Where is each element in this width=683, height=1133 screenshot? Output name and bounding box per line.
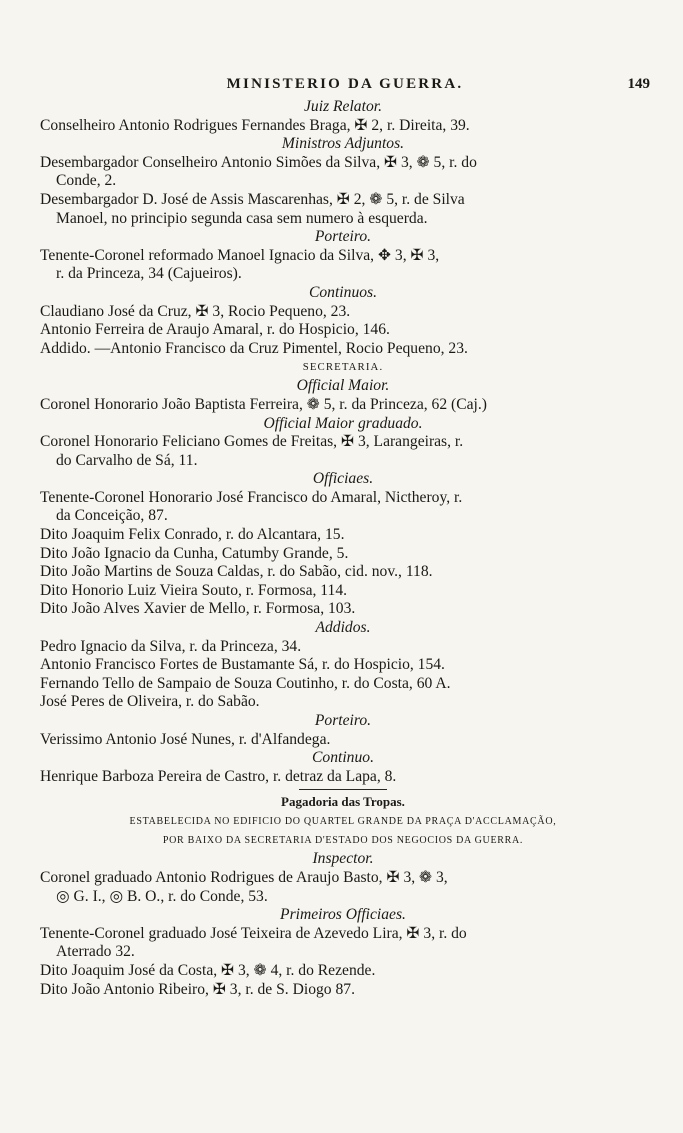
entry-line: Coronel Honorario João Baptista Ferreira, ❁ 5, r. da Princeza, 62 (Caj.): [40, 395, 487, 413]
entry-line: José Peres de Oliveira, r. do Sabão.: [40, 693, 260, 711]
section-heading: Official Maior graduado.: [263, 414, 423, 432]
section-heading: Juiz Relator.: [304, 98, 382, 115]
section-heading: Continuos.: [308, 283, 378, 301]
entry-line: Dito Joaquim Felix Conrado, r. do Alcantara, 15.: [40, 526, 345, 544]
entry-line: Fernando Tello de Sampaio de Souza Coutinho, r. do Costa, 60 A.: [40, 674, 451, 692]
entry-line: Tenente-Coronel Honorario José Francisco do Amaral, Nictheroy, r.: [40, 488, 463, 506]
entry-line: Henrique Barboza Pereira de Castro, r. detraz da Lapa, 8.: [40, 767, 397, 785]
entry-line: Dito João Martins de Souza Caldas, r. do Sabão, cid. nov., 118.: [40, 563, 433, 581]
section-heading: Primeiros Officiaes.: [280, 906, 406, 924]
entry-line: Dito João Alves Xavier de Mello, r. Formosa, 103.: [40, 600, 356, 618]
entry-line: Antonio Ferreira de Araujo Amaral, r. do Hospicio, 146.: [40, 321, 390, 339]
entry-continuation: do Carvalho de Sá, 11.: [56, 451, 198, 469]
entry-line: Dito João Antonio Ribeiro, ✠ 3, r. de S. Diogo 87.: [40, 980, 355, 998]
entry-line: Dito Honorio Luiz Vieira Souto, r. Formosa, 114.: [40, 581, 348, 599]
entry-line: Dito João Ignacio da Cunha, Catumby Grande, 5.: [40, 544, 349, 562]
entry-continuation: da Conceição, 87.: [56, 507, 168, 525]
entry-line: Tenente-Coronel reformado Manoel Ignacio da Silva, ✥ 3, ✠ 3,: [40, 246, 440, 264]
section-heading: Inspector.: [312, 850, 374, 868]
entry-continuation: Aterrado 32.: [56, 943, 135, 961]
entry-line: Tenente-Coronel graduado José Teixeira de Azevedo Lira, ✠ 3, r. do: [40, 924, 467, 942]
entry-continuation: Manoel, no principio segunda casa sem numero à esquerda.: [56, 209, 428, 227]
entry-line: Desembargador D. José de Assis Mascarenhas, ✠ 2, ❁ 5, r. de Silva: [40, 190, 465, 208]
section-title: SECRETARIA.: [302, 361, 384, 374]
entry-continuation: r. da Princeza, 34 (Cajueiros).: [56, 265, 242, 283]
page-number: 149: [627, 76, 650, 92]
running-title: MINISTERIO DA GUERRA.: [226, 76, 464, 92]
entry-line: Conselheiro Antonio Rodrigues Fernandes Braga, ✠ 2, r. Direita, 39.: [40, 116, 470, 134]
entry-line: Dito Joaquim José da Costa, ✠ 3, ❁ 4, r. do Rezende.: [40, 961, 376, 979]
section-rule: [299, 789, 387, 790]
running-header: [40, 76, 650, 96]
entry-line: Verissimo Antonio José Nunes, r. d'Alfandega.: [40, 730, 331, 748]
entry-line: Desembargador Conselheiro Antonio Simões da Silva, ✠ 3, ❁ 5, r. do: [40, 153, 477, 171]
section-heading: Porteiro.: [314, 712, 372, 729]
section-heading: Continuo.: [312, 749, 374, 767]
section-heading: Ministros Adjuntos.: [281, 135, 405, 153]
section-heading: Addidos.: [315, 619, 371, 637]
entry-line: Coronel graduado Antonio Rodrigues de Araujo Basto, ✠ 3, ❁ 3,: [40, 868, 448, 886]
entry-continuation: ◎ G. I., ◎ B. O., r. do Conde, 53.: [56, 887, 268, 905]
entry-continuation: Conde, 2.: [56, 172, 117, 190]
page-body: [40, 98, 646, 999]
entry-line: Antonio Francisco Fortes de Bustamante Sá, r. do Hospicio, 154.: [40, 656, 445, 674]
entry-line: Claudiano José da Cruz, ✠ 3, Rocio Pequeno, 23.: [40, 302, 351, 320]
entry-line: Coronel Honorario Feliciano Gomes de Freitas, ✠ 3, Larangeiras, r.: [40, 433, 464, 451]
entry-line: Pedro Ignacio da Silva, r. da Princeza, 34.: [40, 637, 302, 655]
section-heading: Porteiro.: [314, 228, 372, 246]
section-caption: POR BAIXO DA SECRETARIA D'ESTADO DOS NEGOCIOS DA GUERRA.: [162, 835, 524, 847]
section-heading: Officiaes.: [312, 470, 374, 488]
entry-line: Addido. —Antonio Francisco da Cruz Pimentel, Rocio Pequeno, 23.: [40, 339, 468, 357]
section-heading: Official Maior.: [296, 377, 390, 395]
section-caption: ESTABELECIDA NO EDIFICIO DO QUARTEL GRANDE DA PRAÇA D'ACCLAMAÇÃO,: [129, 816, 557, 828]
section-title-bold: Pagadoria das Tropas.: [281, 794, 405, 810]
